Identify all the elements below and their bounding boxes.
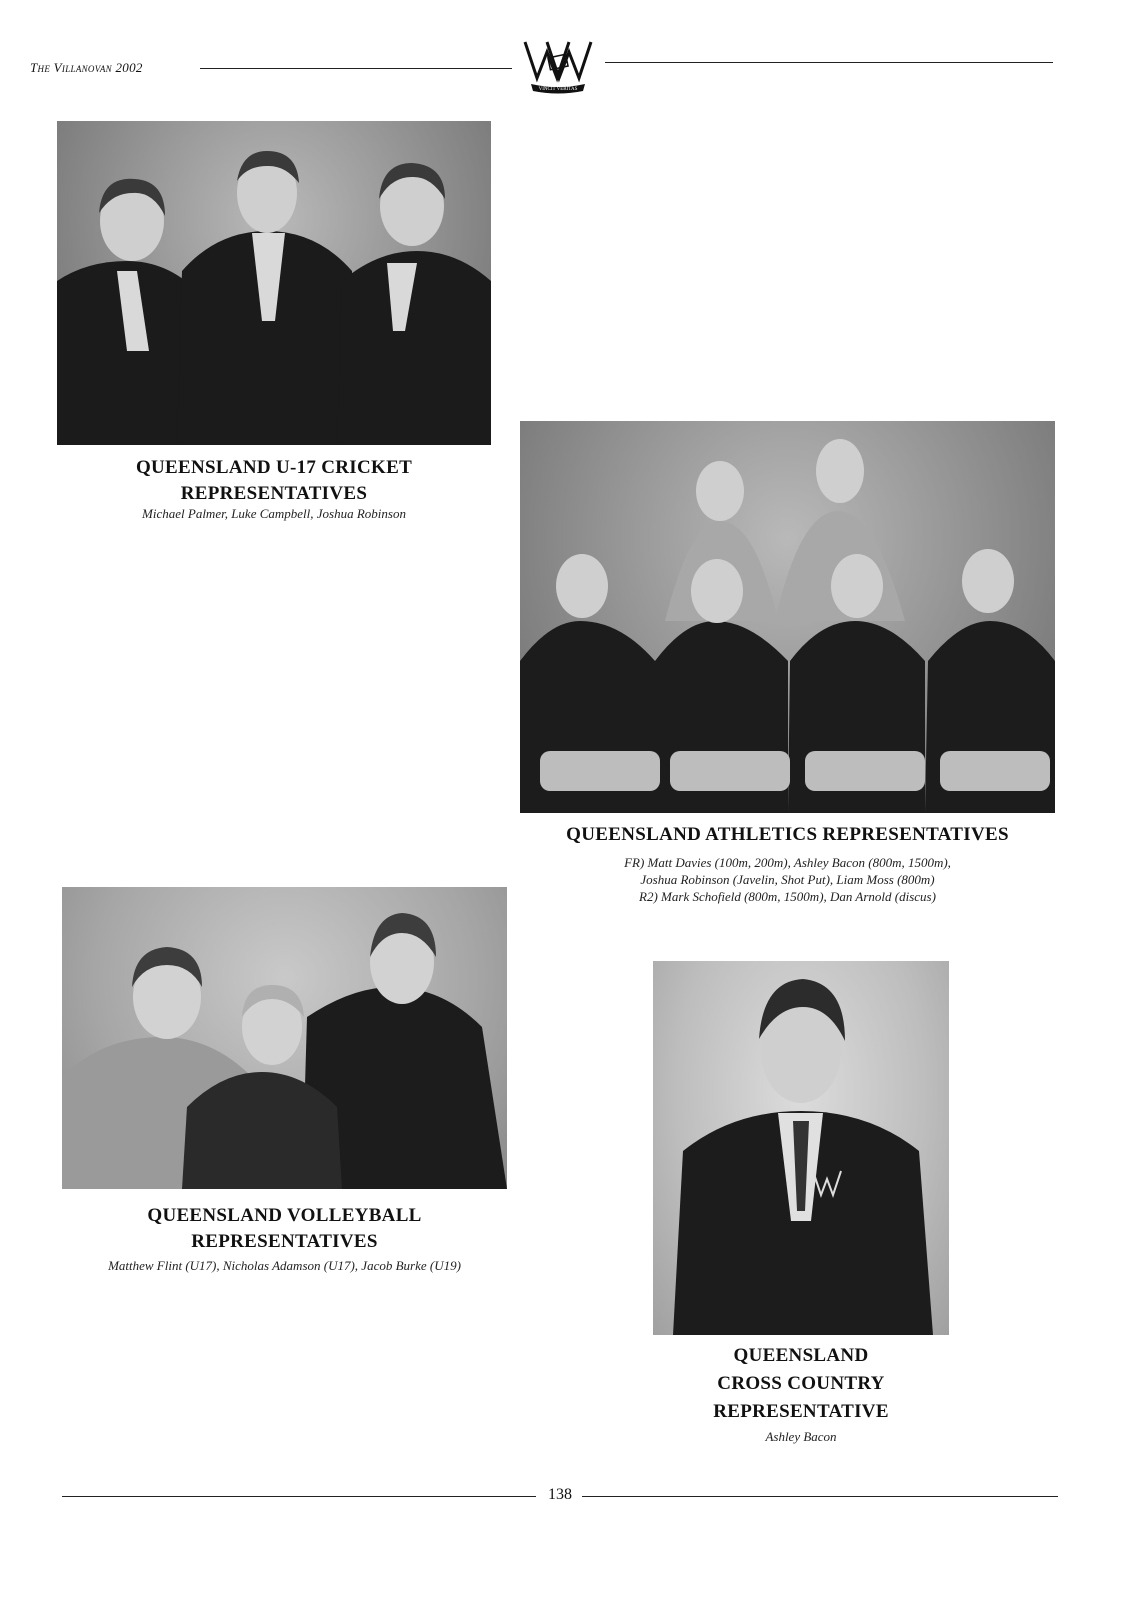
volleyball-title-line1: QUEENSLAND VOLLEYBALL <box>147 1205 422 1226</box>
cricket-title-line2: REPRESENTATIVES <box>180 483 368 504</box>
cross-country-caption-title <box>653 1342 949 1426</box>
cricket-caption-names: Michael Palmer, Luke Campbell, Joshua Robinson <box>142 506 406 521</box>
athletics-names-line3: R2) Mark Schofield (800m, 1500m), Dan Arnold (discus) <box>639 889 936 904</box>
cross-country-title-line1: QUEENSLAND <box>733 1345 869 1366</box>
volleyball-title-line2: REPRESENTATIVES <box>191 1231 378 1252</box>
athletics-team-photo <box>520 421 1055 813</box>
cross-country-caption-names: Ashley Bacon <box>765 1429 837 1444</box>
header-rule-left <box>200 68 512 69</box>
volleyball-team-photo <box>62 887 507 1189</box>
footer-rule-left <box>62 1496 536 1497</box>
athletics-names-line1: FR) Matt Davies (100m, 200m), Ashley Bacon (800m, 1500m), <box>624 855 951 870</box>
running-head: The Villanovan 2002 <box>30 60 143 75</box>
cricket-team-photo <box>57 121 491 445</box>
volleyball-caption-title <box>62 1203 507 1255</box>
cricket-title-line1: QUEENSLAND U-17 CRICKET <box>135 457 413 478</box>
cross-country-title-line3: REPRESENTATIVE <box>713 1401 889 1422</box>
header-rule-right <box>605 62 1053 63</box>
college-crest-logo <box>523 38 593 94</box>
cricket-caption-title <box>57 455 491 507</box>
athletics-caption-names <box>520 854 1055 905</box>
cross-country-title-line2: CROSS COUNTRY <box>717 1373 885 1394</box>
volleyball-caption-names: Matthew Flint (U17), Nicholas Adamson (U17), Jacob Burke (U19) <box>108 1258 461 1273</box>
cross-country-portrait-photo <box>653 961 949 1335</box>
logo-motto: VINCIT VERITAS <box>538 87 578 92</box>
athletics-names-line2: Joshua Robinson (Javelin, Shot Put), Liam Moss (800m) <box>640 872 935 887</box>
athletics-caption-title: QUEENSLAND ATHLETICS REPRESENTATIVES <box>566 824 1009 845</box>
page-number: 138 <box>548 1486 572 1503</box>
footer-rule-right <box>582 1496 1058 1497</box>
